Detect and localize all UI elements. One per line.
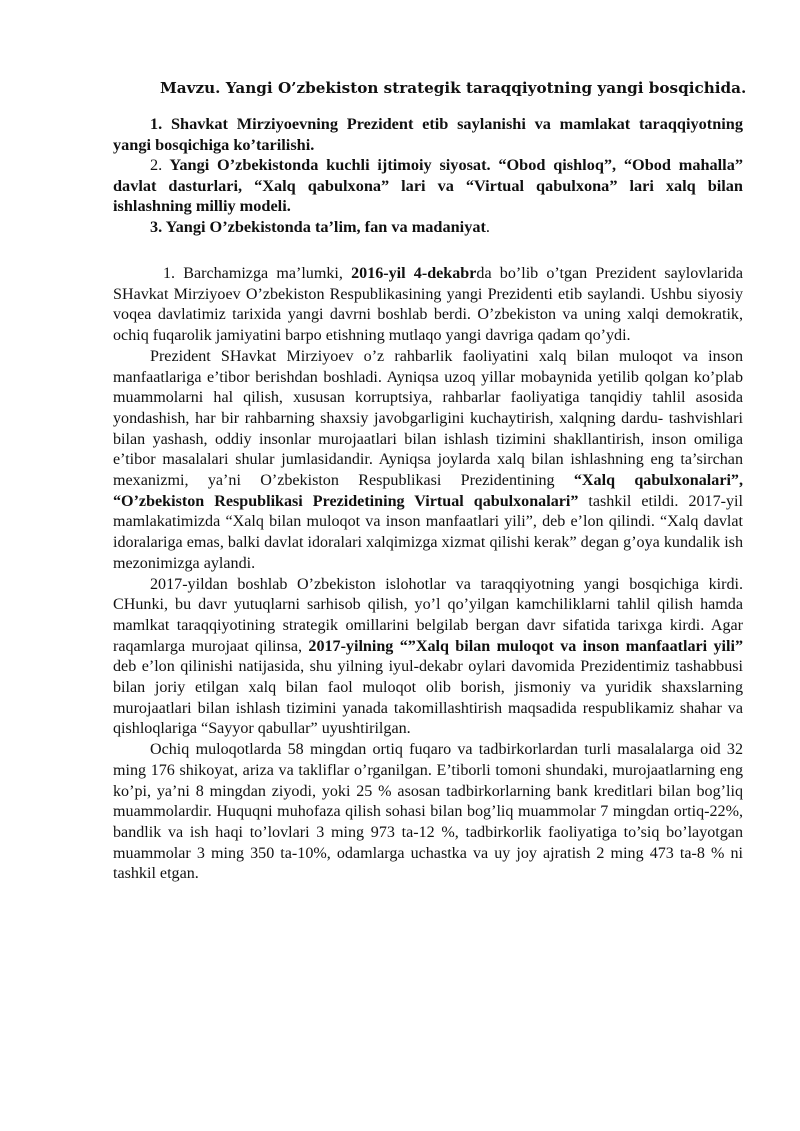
paragraph-1-start: 1. Barchamizga ma’lumki,	[163, 265, 352, 282]
outline-item-3	[113, 217, 743, 238]
paragraph-3-emphasis: 2017-yilning “”Xalq bilan muloqot va inson manfaatlari yili”	[308, 637, 743, 655]
paragraph-3	[113, 575, 743, 741]
paragraph-1-date: 2016-yil 4-dekabr	[351, 265, 477, 282]
paragraph-2-emphasis: “Xalq qabulxonalari”, “O’zbekiston Respublikasi Prezidetining Virtual qabulxonalari”	[113, 472, 743, 510]
paragraph-2-rest: tashkil etildi. 2017-yil mamlakatimizda “Xalq bilan muloqot va inson manfaatlari yili”, deb e’lon qilindi. “Xalq davlat idoralariga emas, balki davlat idoralari xalqimizga xizmat qilishi kerak” degan g’oya kundalik ish mezonimizga aylandi.	[113, 492, 743, 572]
paragraph-2-start: Prezident SHavkat Mirziyoev o’z rahbarlik faoliyatini xalq bilan muloqot va inson manfaatlariga e’tibor berishdan boshladi. Ayniqsa uzoq yillar mobaynida yetilib qolgan ko’plab muammolarni hal qilish, xususan korruptsiya, rahbarlar faoliyatiga tanqidiy tahlil asosida yondashish, har bir rahbarning shaxsiy javobgarligini kuchaytirish, xalqning dardu- tashvishlari bilan yashash, oddiy insonlar murojaatlari bilan ishlash tizimini shakllantirish, inson omiliga e’tibor masalalari shular jumlasidandir. Ayniqsa joylarda xalq bilan ishlashning eng ta’sirchan mexanizmi, ya’ni O’zbekiston Respublikasi Prezidentining	[113, 347, 743, 490]
outline-item-2	[113, 155, 743, 217]
paragraph-2	[113, 347, 743, 575]
paragraph-3-rest: deb e’lon qilinishi natijasida, shu yilning iyul-dekabr oylari davomida Prezidentimiz tashabbusi bilan joriy etilgan xalq bilan faol muloqot olib borish, jismoniy va yuridik shaxslarning murojaatlari bilan ishlash tizimini yanada takomillashtirish maqsadida respublikamiz shahar va qishloqlariga “Sayyor qabullar” uyushtirilgan.	[113, 658, 743, 738]
outline-item-1: 1. Shavkat Mirziyoevning Prezident etib saylanishi va mamlakat taraqqiyotning yangi bosqichiga ko’tarilishi.	[113, 114, 743, 154]
outline-item-2-text: Yangi O’zbekistonda kuchli ijtimoiy siyosat. “Obod qishloq”, “Obod mahalla” davlat dasturlari, “Xalq qabulxona” lari va “Virtual qabulxona” lari xalq bilan ishlashning milliy modeli.	[113, 155, 743, 216]
paragraph-1	[113, 264, 743, 347]
paragraph-4: Ochiq muloqotlarda 58 mingdan ortiq fuqaro va tadbirkorlardan turli masalalarga oid 32 ming 176 shikoyat, ariza va takliflar o’rganilgan. E’tiborli tomoni shundaki, murojaatlarning eng ko’pi, ya’ni 8 mingdan ziyodi, yoki 25 % asosan tadbirkorlarning bank kreditlari bilan bog’liq muammolardir. Huquqni muhofaza qilish sohasi bilan bog’liq muammolar 7 mingdan ortiq-22%, bandlik va ish haqi to’lovlari 3 ming 973 ta-12 %, tadbirkorlik faoliyatiga to’siq bo’layotgan muammolar 3 ming 350 ta-10%, odamlarga uchastka va uy joy ajratish 2 ming 473 ta-8 % ni tashkil etgan.	[113, 741, 743, 883]
topic-outline	[113, 114, 743, 238]
outline-item-3-text: 3. Yangi O’zbekistonda ta’lim, fan va madaniyat	[150, 216, 486, 236]
outline-item-3-end: .	[485, 216, 490, 236]
paragraph-1-rest: da bo’lib o’tgan Prezident saylovlarida SHavkat Mirziyoev O’zbekiston Respublikasining yangi Prezidenti etib saylandi. Ushbu siyosiy voqea davlatimiz tarixida yangi davrni boshlab berdi. O’zbekiston va uning xalqi demokratik, ochiq fuqarolik jamiyatini barpo etishning mutlaqo yangi davriga qadam qo’ydi.	[113, 265, 743, 345]
outline-item-2-number: 2.	[150, 155, 163, 175]
document-title: Mavzu. Yangi O’zbekiston strategik taraqqiyotning yangi bosqichida.	[160, 79, 747, 97]
document-body	[113, 264, 743, 885]
paragraph-3-start: 2017-yildan boshlab O’zbekiston islohotlar va taraqqiyotning yangi bosqichiga kirdi. CHunki, bu davr yutuqlarni sarhisob qilish, yo’l qo’yilgan kamchiliklarni tahlil qilish hamda mamlkat taraqqiyotining strategik omillarini belgilab bergan davr sifatida tarixga kirdi. Agar raqamlarga murojaat qilinsa,	[113, 575, 743, 655]
